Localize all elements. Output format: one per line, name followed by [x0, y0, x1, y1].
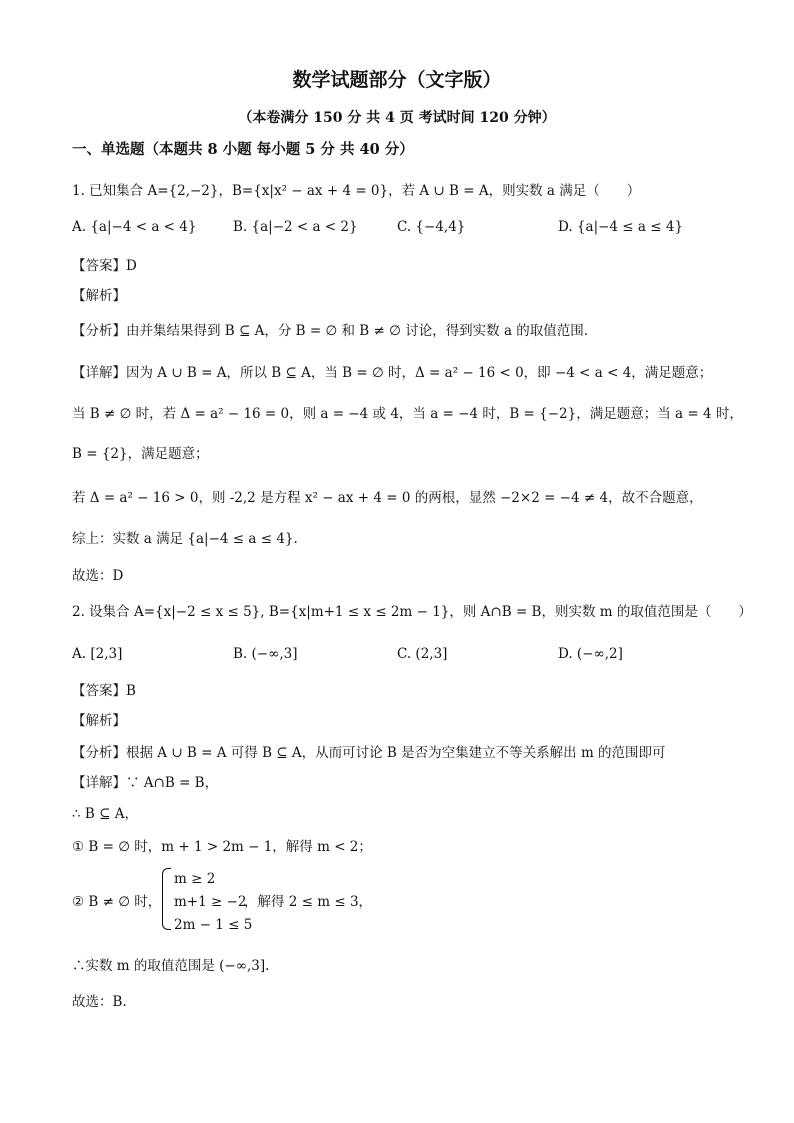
q2-detail-line-2: ∴ B ⊆ A，: [72, 806, 138, 822]
q2-case-2-suffix: ，解得 2 ≤ m ≤ 3，: [244, 894, 373, 910]
inequality-system-brace: [162, 868, 171, 930]
q1-option-c: C. {−4,4}: [397, 219, 466, 235]
q1-conclusion: 故选：D: [72, 568, 124, 584]
q2-conclusion: 故选：B.: [72, 994, 127, 1010]
inequality-system-row-2: m+1 ≥ −2: [174, 894, 247, 910]
q1-detail-line-3: B = {2}，满足题意；: [72, 446, 209, 462]
q1-option-b: B. {a|−2 < a < 2}: [233, 219, 358, 235]
q1-fenxi: 【分析】由并集结果得到 B ⊆ A，分 B = ∅ 和 B ≠ ∅ 讨论，得到实数 a 的取值范围.: [72, 323, 589, 339]
q1-detail-line-2: 当 B ≠ ∅ 时，若 Δ = a² − 16 = 0，则 a = −4 或 4，当 a = −4 时，B = {−2}，满足题意；当 a = 4 时，: [72, 406, 743, 422]
page-title: 数学试题部分（文字版）: [292, 69, 502, 91]
page-subtitle: （本卷满分 150 分 共 4 页 考试时间 120 分钟）: [238, 110, 556, 126]
section-heading: 一、单选题（本题共 8 小题 每小题 5 分 共 40 分）: [72, 141, 414, 158]
q2-option-a: A. [2,3]: [72, 646, 123, 662]
q1-option-d: D. {a|−4 ≤ a ≤ 4}: [558, 219, 684, 235]
q1-analysis-label: 【解析】: [72, 288, 126, 304]
inequality-system-row-1: m ≥ 2: [174, 871, 216, 887]
q2-stem: 2. 设集合 A={x|−2 ≤ x ≤ 5}, B={x|m+1 ≤ x ≤ 2m − 1}，则 A∩B = B，则实数 m 的取值范围是（ ）: [72, 604, 752, 620]
q2-detail-line-1: 【详解】∵ A∩B = B，: [72, 775, 219, 791]
q2-option-b: B. (−∞,3]: [233, 646, 298, 662]
q2-case-2-prefix: ② B ≠ ∅ 时，: [72, 894, 162, 910]
q1-option-a: A. {a|−4 < a < 4}: [72, 219, 197, 235]
q2-fenxi: 【分析】根据 A ∪ B = A 可得 B ⊆ A，从而可讨论 B 是否为空集建立不等关系解出 m 的范围即可: [72, 745, 666, 761]
q1-detail-line-1: 【详解】因为 A ∪ B = A，所以 B ⊆ A，当 B = ∅ 时，Δ = a² − 16 < 0，即 −4 < a < 4，满足题意；: [72, 365, 713, 381]
q1-answer: 【答案】D: [72, 258, 137, 274]
q1-summary: 综上：实数 a 满足 {a|−4 ≤ a ≤ 4}.: [72, 531, 298, 547]
inequality-system-row-3: 2m − 1 ≤ 5: [174, 917, 253, 933]
q2-option-d: D. (−∞,2]: [558, 646, 623, 662]
q2-analysis-label: 【解析】: [72, 713, 126, 729]
q2-option-c: C. (2,3]: [397, 646, 448, 662]
q2-answer: 【答案】B: [72, 683, 136, 699]
q1-stem: 1. 已知集合 A={2,−2}，B={x|x² − ax + 4 = 0}，若 A ∪ B = A，则实数 a 满足（ ）: [72, 183, 641, 199]
q2-summary: ∴实数 m 的取值范围是 (−∞,3].: [72, 958, 270, 974]
q1-detail-line-4: 若 Δ = a² − 16 > 0，则 -2,2 是方程 x² − ax + 4 = 0 的两根，显然 −2×2 = −4 ≠ 4，故不合题意，: [72, 490, 703, 506]
q2-case-1: ① B = ∅ 时，m + 1 > 2m − 1，解得 m < 2；: [72, 839, 372, 855]
